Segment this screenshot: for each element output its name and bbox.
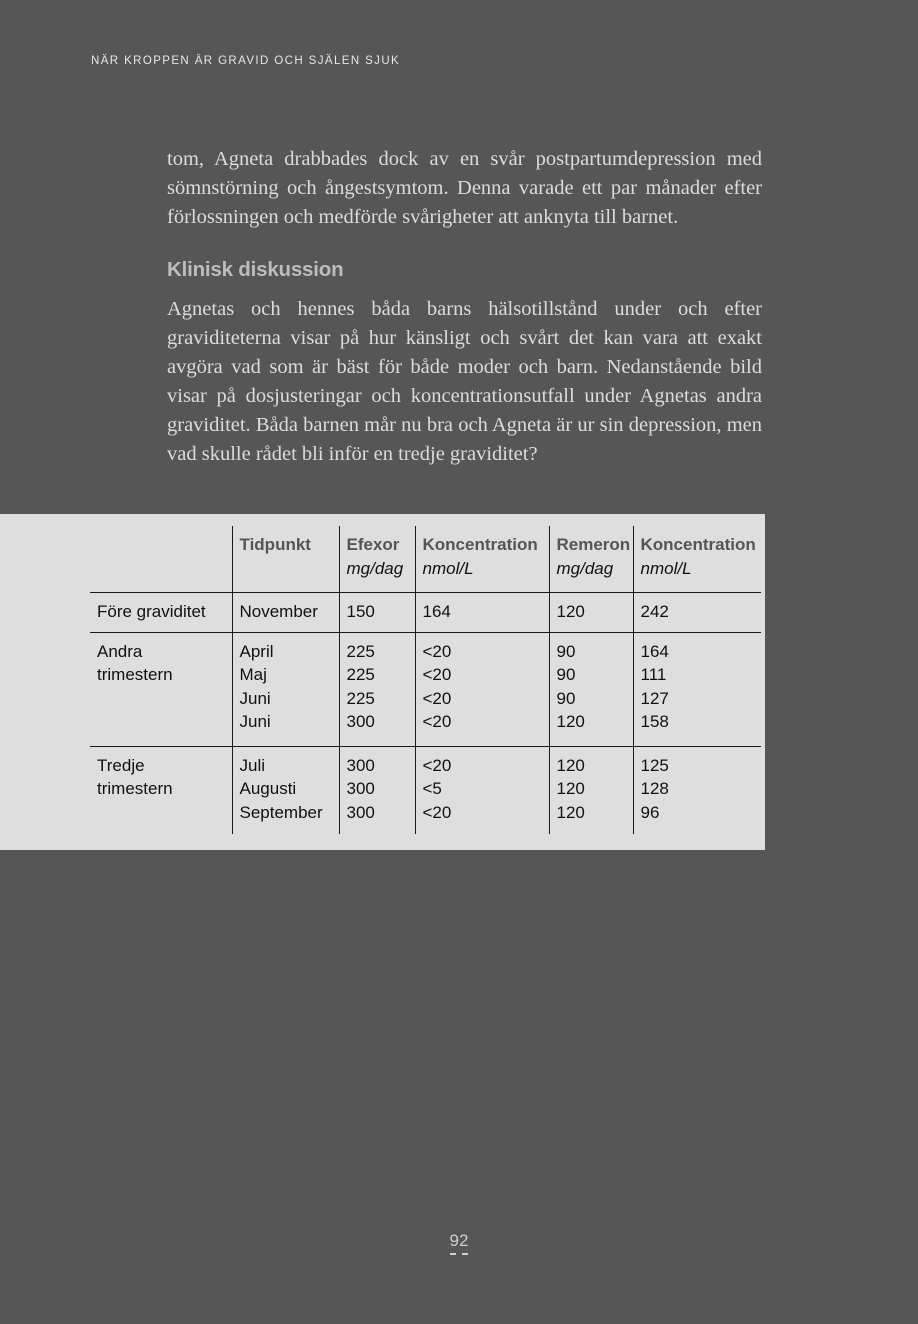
cell-line: 242 (640, 602, 669, 621)
body-paragraph-discussion: Agnetas och hennes båda barns hälsotillstånd under och efter graviditeterna visar på hur känsligt och svårt det kan vara att exakt avgöra vad som är bäst för både moder och barn. Nedanstående bild visar på dosjusteringar och koncentrationsutfall under Agnetas andra graviditet. Båda barnen mår nu bra och Agneta är ur sin depression, men vad skulle rådet bli inför en tredje graviditet? (167, 298, 762, 465)
cell-line: 128 (640, 779, 669, 798)
cell-line: April (239, 641, 274, 661)
cell-line: 120 (556, 779, 585, 798)
section-heading: Klinisk diskussion (167, 258, 344, 281)
table-cell-remeron (549, 632, 633, 746)
table-cell-remeron-conc (633, 746, 761, 834)
cell-line: 120 (556, 712, 585, 731)
table-cell-remeron-conc (633, 593, 761, 633)
cell-line: trimestern (97, 665, 173, 684)
cell-line: 300 (346, 802, 375, 822)
header-efexor-concentration: Koncentration nmol/L (415, 526, 549, 593)
header-period (90, 526, 232, 593)
header-tidpunkt: Tidpunkt (232, 526, 339, 593)
table-cell-efexor (339, 632, 415, 746)
table-cell-efexor-conc (415, 746, 549, 834)
cell-line: 150 (346, 602, 375, 621)
table-cell-tidpunkt (232, 593, 339, 633)
table-cell-period (90, 632, 232, 746)
cell-line: 90 (556, 688, 576, 708)
table-cell-remeron (549, 746, 633, 834)
cell-line: Andra (97, 641, 143, 661)
body-paragraph-intro: tom, Agneta drabbades dock av en svår postpartumdepression med sömnstörning och ångestsymtom. Denna varade ett par månader efter förlossningen och medförde svårigheter att anknyta till barnet. (167, 148, 762, 228)
running-head: NÄR KROPPEN ÄR GRAVID OCH SJÄLEN SJUK (91, 55, 401, 67)
cell-line: <20 (422, 712, 452, 731)
table-row (90, 632, 761, 746)
cell-line: November (239, 602, 318, 621)
cell-line: 164 (422, 602, 451, 621)
table-cell-tidpunkt (232, 632, 339, 746)
table-cell-efexor-conc (415, 632, 549, 746)
cell-line: trimestern (97, 779, 173, 798)
cell-line: 120 (556, 602, 585, 621)
cell-line: Maj (239, 665, 267, 684)
dosage-table-panel (0, 514, 765, 850)
cell-line: Före graviditet (97, 602, 206, 621)
cell-line: 127 (640, 688, 669, 708)
table-cell-efexor (339, 746, 415, 834)
cell-line: <20 (422, 802, 452, 822)
table-cell-period (90, 746, 232, 834)
cell-line: 300 (346, 755, 375, 775)
cell-line: <20 (422, 641, 452, 661)
cell-line: September (239, 802, 323, 822)
table-cell-tidpunkt (232, 746, 339, 834)
cell-line: 125 (640, 755, 669, 775)
page-number: 92 (0, 1231, 918, 1255)
cell-line: <5 (422, 779, 442, 798)
cell-line: 300 (346, 712, 375, 731)
table-header-row (90, 526, 761, 593)
cell-line: 225 (346, 688, 375, 708)
table-cell-efexor (339, 593, 415, 633)
cell-line: <20 (422, 755, 452, 775)
cell-line: Augusti (239, 779, 297, 798)
cell-line: Tredje (97, 755, 145, 775)
table-cell-period (90, 593, 232, 633)
header-remeron-concentration: Koncentration nmol/L (633, 526, 761, 593)
cell-line: 90 (556, 641, 576, 661)
cell-line: 120 (556, 802, 585, 822)
cell-line: <20 (422, 688, 452, 708)
table-row (90, 593, 761, 633)
cell-line: Juni (239, 688, 271, 708)
table-row (90, 746, 761, 834)
header-efexor: Efexor mg/dag (339, 526, 415, 593)
header-remeron: Remeron mg/dag (549, 526, 633, 593)
cell-line: <20 (422, 665, 452, 684)
cell-line: 90 (556, 665, 576, 684)
cell-line: 225 (346, 641, 375, 661)
cell-line: 300 (346, 779, 375, 798)
dosage-table (90, 526, 761, 834)
cell-line: Juni (239, 712, 271, 731)
cell-line: 111 (640, 665, 667, 684)
cell-line: 96 (640, 802, 660, 822)
table-cell-remeron (549, 593, 633, 633)
table-cell-efexor-conc (415, 593, 549, 633)
table-cell-remeron-conc (633, 632, 761, 746)
cell-line: 120 (556, 755, 585, 775)
cell-line: 225 (346, 665, 375, 684)
cell-line: Juli (239, 755, 266, 775)
cell-line: 158 (640, 712, 669, 731)
cell-line: 164 (640, 641, 669, 661)
